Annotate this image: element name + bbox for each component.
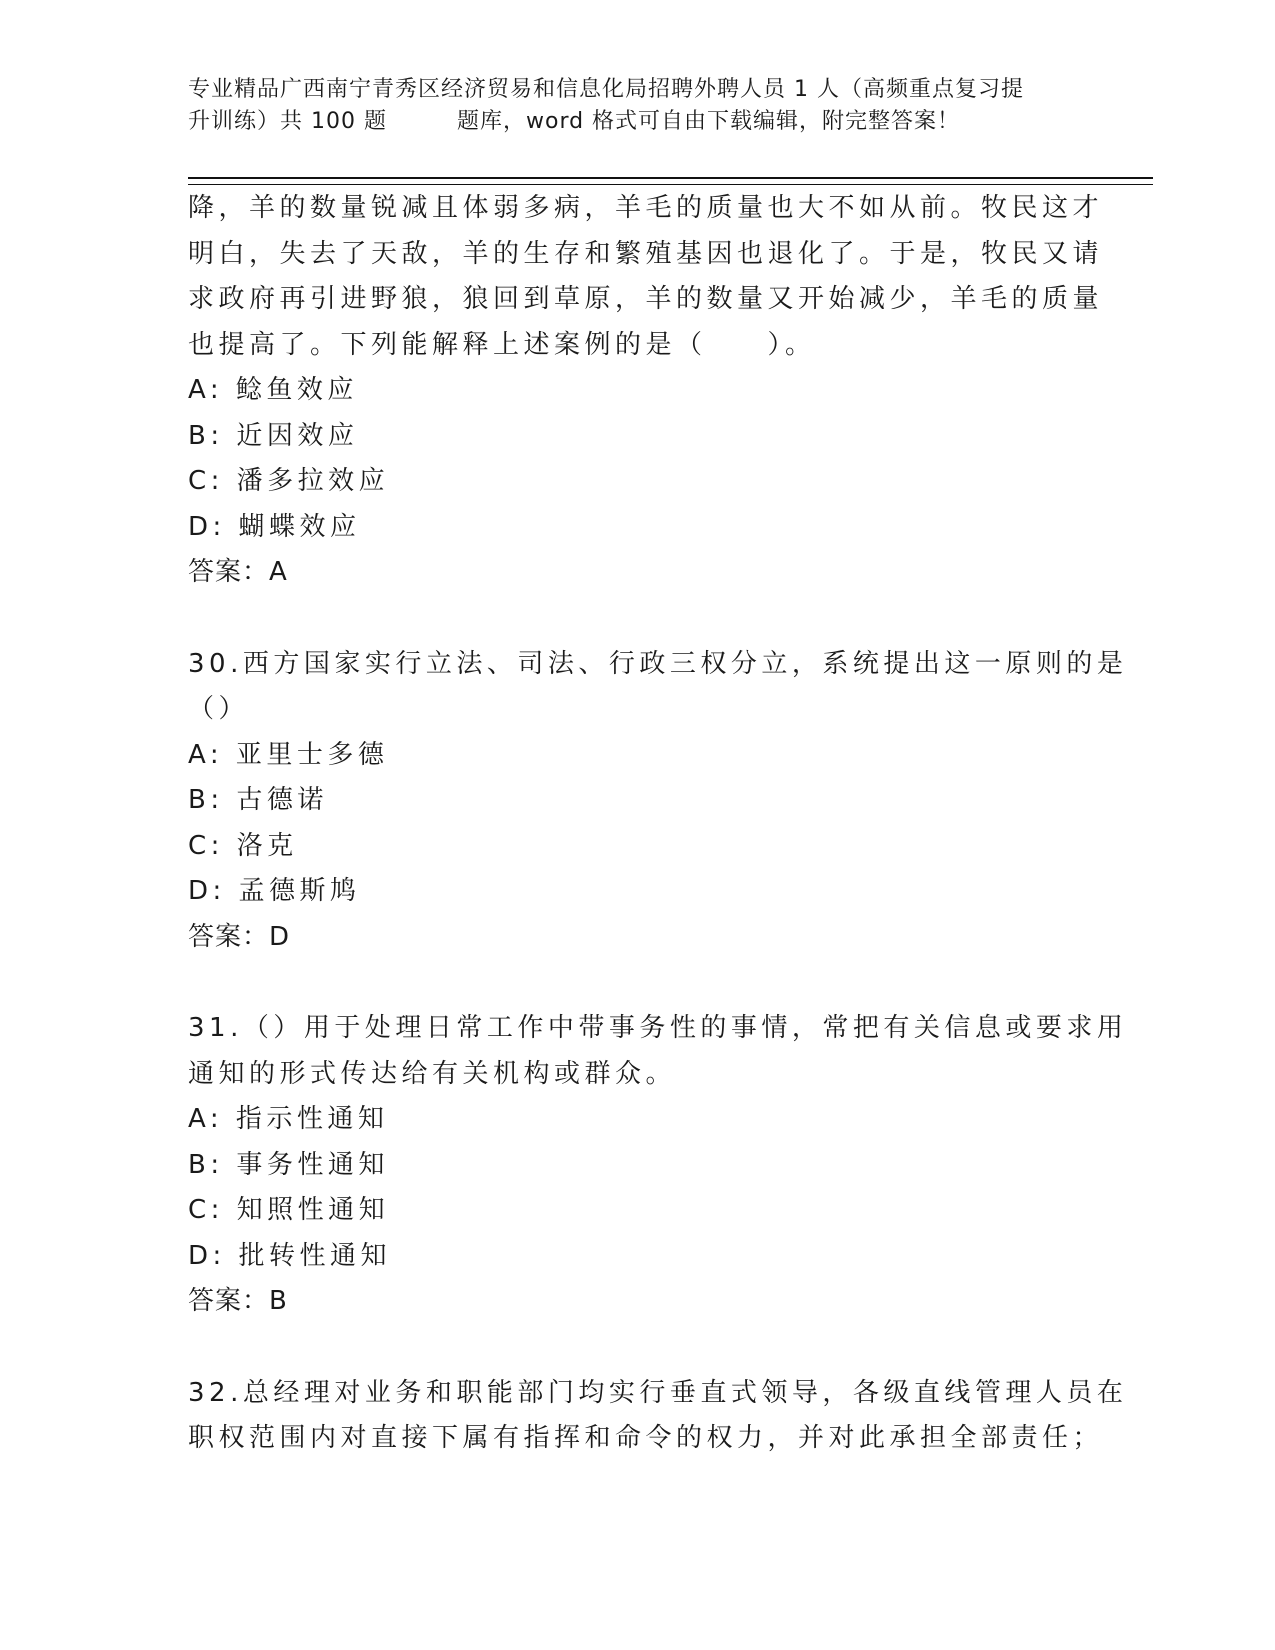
page-header	[188, 74, 1088, 138]
question-30	[188, 642, 1128, 961]
question-stem-line: （）	[188, 694, 250, 724]
header-title-line-1: 专业精品广西南宁青秀区经济贸易和信息化局招聘外聘人员 1 人（高频重点复习提	[188, 77, 1024, 102]
question-stem-line: 30.西方国家实行立法、司法、行政三权分立，系统提出这一原则的是	[188, 648, 1128, 679]
option-a: A: 亚里士多德	[188, 739, 389, 770]
question-stem-line: 求政府再引进野狼，狼回到草原，羊的数量又开始减少，羊毛的质量	[188, 284, 1104, 314]
question-stem-line: 32.总经理对业务和职能部门均实行垂直式领导，各级直线管理人员在	[188, 1377, 1128, 1408]
header-divider-thick	[188, 177, 1153, 179]
question-stem-line: 也提高了。下列能解释上述案例的是（ ）。	[188, 329, 816, 360]
option-c: C: 知照性通知	[188, 1195, 390, 1225]
answer-label: 答案：A	[188, 557, 288, 587]
header-divider-thin	[188, 184, 1153, 185]
question-stem-line: 降，羊的数量锐减且体弱多病，羊毛的质量也大不如从前。牧民这才	[188, 193, 1104, 223]
question-list	[188, 186, 1128, 1462]
option-a: A: 鲶鱼效应	[188, 375, 358, 405]
question-32	[188, 1371, 1128, 1462]
question-stem-line: 明白，失去了天敌，羊的生存和繁殖基因也退化了。于是，牧民又请	[188, 238, 1104, 269]
option-b: B: 近因效应	[188, 420, 359, 451]
option-d: D: 蝴蝶效应	[188, 511, 361, 542]
answer-label: 答案：D	[188, 921, 291, 952]
question-stem-line: 31.（）用于处理日常工作中带事务性的事情，常把有关信息或要求用	[188, 1013, 1128, 1043]
header-title-line-2-left: 升训练）共 100 题	[188, 109, 387, 134]
question-29	[188, 186, 1104, 596]
header-title-line-2	[188, 106, 1088, 138]
option-a: A: 指示性通知	[188, 1104, 389, 1134]
option-c: C: 潘多拉效应	[188, 466, 390, 496]
question-31	[188, 1006, 1128, 1325]
question-stem-line: 通知的形式传达给有关机构或群众。	[188, 1058, 677, 1089]
option-c: C: 洛克	[188, 830, 298, 861]
option-d: D: 孟德斯鸠	[188, 876, 361, 906]
header-title-line-2-right: 题库，word 格式可自由下载编辑，附完整答案！	[456, 109, 961, 134]
option-d: D: 批转性通知	[188, 1240, 392, 1271]
option-b: B: 事务性通知	[188, 1149, 389, 1180]
answer-label: 答案：B	[188, 1286, 288, 1316]
question-stem-line: 职权范围内对直接下属有指挥和命令的权力，并对此承担全部责任；	[188, 1423, 1104, 1453]
option-b: B: 古德诺	[188, 785, 328, 815]
